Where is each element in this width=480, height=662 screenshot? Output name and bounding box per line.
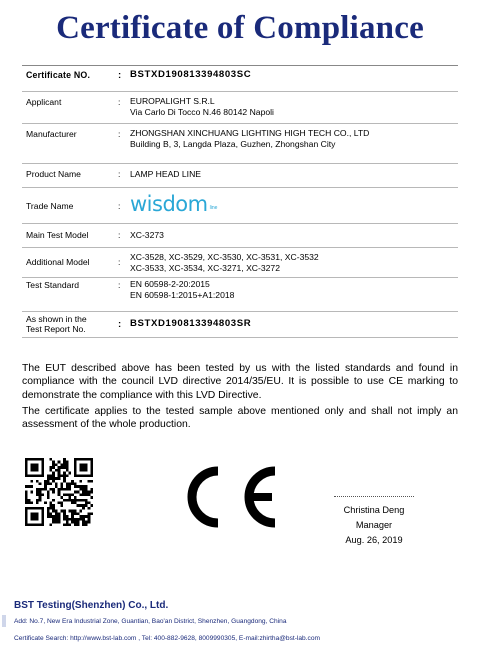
scope-statement: The certificate applies to the tested sample above mentioned only and shall not imply an assessment of the whole production. [22,406,458,431]
colon: : [118,224,128,248]
footer-contact: Certificate Search: http://www.bst-lab.com , Tel: 400-882-9628, 8009990305, E-mail:zhirtha@bst-lab.com [14,635,321,642]
label-main-test-model: Main Test Model [22,224,118,248]
colon: : [118,248,128,278]
label-manufacturer: Manufacturer [22,124,118,164]
certificate-info-table [22,65,458,338]
additional-model-line-1: XC-3528, XC-3529, XC-3530, XC-3531, XC-3532 [130,252,319,262]
row-trade-name [22,188,458,224]
applicant-name: EUROPALIGHT S.R.L [130,96,215,106]
report-label-line-2: Test Report No. [26,324,86,334]
colon: : [118,278,128,312]
signatory-title: Manager [355,520,393,530]
side-tab-mark [2,615,6,627]
label-product-name: Product Name [22,164,118,188]
wisdom-logo-text: wisdom [130,192,208,216]
manufacturer-name: ZHONGSHAN XINCHUANG LIGHTING HIGH TECH CO., LTD [130,128,370,138]
test-standard-line-2: EN 60598-1:2015+A1:2018 [130,290,235,300]
label-test-report-no [22,312,118,338]
colon: : [118,164,128,188]
label-certificate-no: Certificate NO. [22,66,118,92]
label-trade-name: Trade Name [22,188,118,224]
certificate-title: Certificate of Compliance [56,10,424,46]
colon: : [118,188,128,224]
signature-date: Aug. 26, 2019 [345,535,403,545]
signature-line [334,496,414,497]
label-applicant: Applicant [22,92,118,124]
row-product-name [22,164,458,188]
row-test-report-no [22,312,458,338]
value-test-report-no: BSTXD190813394803SR [128,312,458,338]
signatory-name: Christina Deng [343,505,405,515]
footer-address: Add: No.7, New Era Industrial Zone, Guantian, Bao'an District, Shenzhen, Guangdong, China [14,618,287,625]
wisdom-logo [130,192,458,216]
report-label-line-1: As shown in the [26,314,87,324]
row-certificate-no [22,66,458,92]
colon: : [118,124,128,164]
row-main-test-model [22,224,458,248]
row-manufacturer [22,124,458,164]
colon: : [118,312,128,338]
value-main-test-model: XC-3273 [128,224,458,248]
row-test-standard [22,278,458,312]
additional-model-line-2: XC-3533, XC-3534, XC-3271, XC-3272 [130,263,280,273]
label-test-standard: Test Standard [22,278,118,312]
ce-mark [172,462,282,532]
wisdom-logo-small-text: line [209,205,218,211]
value-additional-model [128,248,458,278]
row-additional-model [22,248,458,278]
value-certificate-no: BSTXD190813394803SC [128,66,458,92]
compliance-statement: The EUT described above has been tested by us with the listed standards and found in compliance with the council LVD directive 2014/35/EU. It is possible to use CE marking to demonstrate the compliance with this LVD Directive. [22,363,458,401]
value-applicant [128,92,458,124]
label-additional-model: Additional Model [22,248,118,278]
manufacturer-address: Building B, 3, Langda Plaza, Guzhen, Zhongshan City [130,139,336,149]
value-test-standard [128,278,458,312]
colon: : [118,92,128,124]
value-product-name: LAMP HEAD LINE [128,164,458,188]
test-standard-line-1: EN 60598-2-20:2015 [130,279,210,289]
colon: : [118,66,128,92]
value-trade-name [128,188,458,224]
row-applicant [22,92,458,124]
footer-company: BST Testing(Shenzhen) Co., Ltd. [14,600,169,611]
applicant-address: Via Carlo Di Tocco N.46 80142 Napoli [130,107,274,117]
value-manufacturer [128,124,458,164]
qr-code [25,458,93,526]
